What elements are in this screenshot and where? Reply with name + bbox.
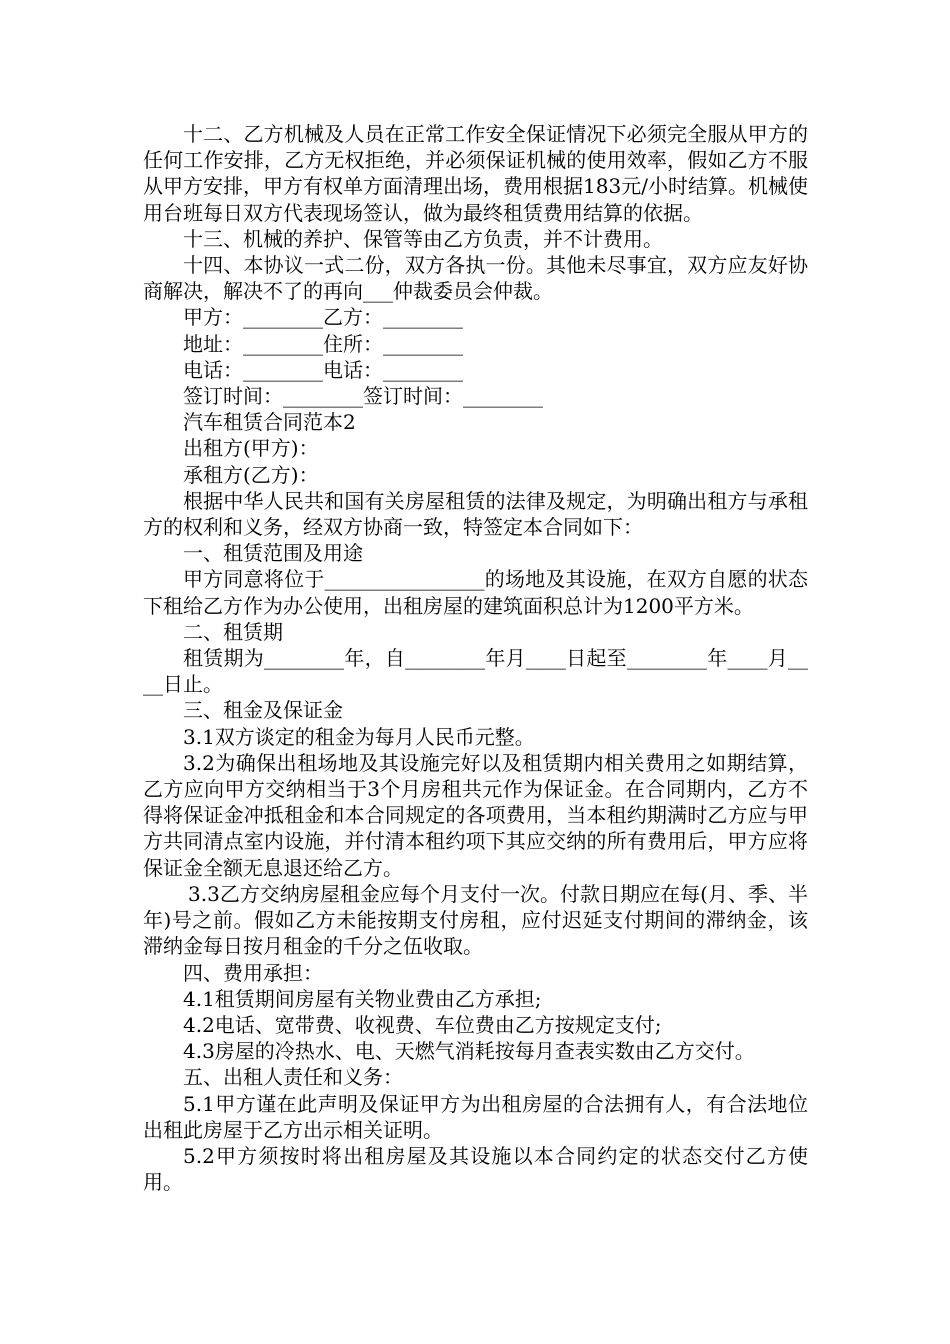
clause-13: 十三、机械的养护、保管等由乙方负责，并不计费用。 bbox=[183, 226, 663, 251]
signature-line-address: 地址：________住所：________ bbox=[183, 331, 463, 356]
clause-4-2: 4.2电话、宽带费、收视费、车位费由乙方按规定支付; bbox=[183, 1012, 662, 1037]
section-1-body: 甲方同意将位于________________的场地及其设施，在双方自愿的状态下租给乙方作为办公使用，出租房屋的建筑面积总计为1200平方米。 bbox=[143, 567, 808, 618]
signature-line-party: 甲方：________乙方：________ bbox=[183, 305, 463, 330]
clause-3-3: 3.3乙方交纳房屋租金应每个月支付一次。付款日期应在每(月、季、半年)号之前。假如乙方未能按期支付房租，应付迟延支付期间的滞纳金，该滞纳金每日按月租金的千分之伍收取。 bbox=[143, 881, 808, 959]
section-2-heading: 二、租赁期 bbox=[183, 619, 283, 644]
signature-line-phone: 电话：________电话：________ bbox=[183, 357, 463, 382]
clause-5-2: 5.2甲方须按时将出租房屋及其设施以本合同约定的状态交付乙方使用。 bbox=[143, 1143, 808, 1195]
clause-12: 十二、乙方机械及人员在正常工作安全保证情况下必须完全服从甲方的任何工作安排，乙方无权拒绝，并必须保证机械的使用效率，假如乙方不服从甲方安排，甲方有权单方面清理出场，费用根据183元/小时结算。机械使用台班每日双方代表现场签认，做为最终租赁费用结算的依据。 bbox=[143, 122, 808, 225]
clause-3-2: 3.2为确保出租场地及其设施完好以及租赁期内相关费用之如期结算，乙方应向甲方交纳相当于3个月房租共元作为保证金。在合同期内，乙方不得将保证金冲抵租金和本合同规定的各项费用，当本租约期满时乙方应与甲方共同清点室内设施，并付清本租约项下其应交纳的所有费用后，甲方应将保证金全额无息退还给乙方。 bbox=[143, 750, 808, 880]
section-5-heading: 五、出租人责任和义务： bbox=[183, 1065, 403, 1090]
lessor-line: 出租方(甲方)： bbox=[183, 436, 319, 461]
preamble: 根据中华人民共和国有关房屋租赁的法律及规定，为明确出租方与承租方的权利和义务，经双方协商一致，特签定本合同如下： bbox=[143, 488, 808, 540]
contract-title-2: 汽车租赁合同范本2 bbox=[183, 410, 356, 435]
lessee-line: 承租方(乙方)： bbox=[183, 462, 319, 487]
section-1-heading: 一、租赁范围及用途 bbox=[183, 541, 363, 566]
section-2-body: 租赁期为________年，自________年月____日起至________年____月____日止。 bbox=[143, 646, 808, 697]
signature-line-date: 签订时间：________签订时间：________ bbox=[183, 384, 543, 409]
clause-3-1: 3.1双方谈定的租金为每月人民币元整。 bbox=[183, 724, 535, 749]
clause-14: 十四、本协议一式二份，双方各执一份。其他未尽事宜，双方应友好协商解决，解决不了的再向___仲裁委员会仲裁。 bbox=[143, 253, 808, 304]
clause-5-1: 5.1甲方谨在此声明及保证甲方为出租房屋的合法拥有人，有合法地位出租此房屋于乙方出示相关证明。 bbox=[143, 1091, 808, 1142]
clause-4-3: 4.3房屋的冷热水、电、天燃气消耗按每月查表实数由乙方交付。 bbox=[183, 1039, 755, 1064]
clause-4-1: 4.1租赁期间房屋有关物业费由乙方承担; bbox=[183, 986, 542, 1011]
section-4-heading: 四、费用承担： bbox=[183, 960, 323, 985]
section-3-heading: 三、租金及保证金 bbox=[183, 698, 343, 723]
document-page bbox=[143, 121, 808, 1195]
